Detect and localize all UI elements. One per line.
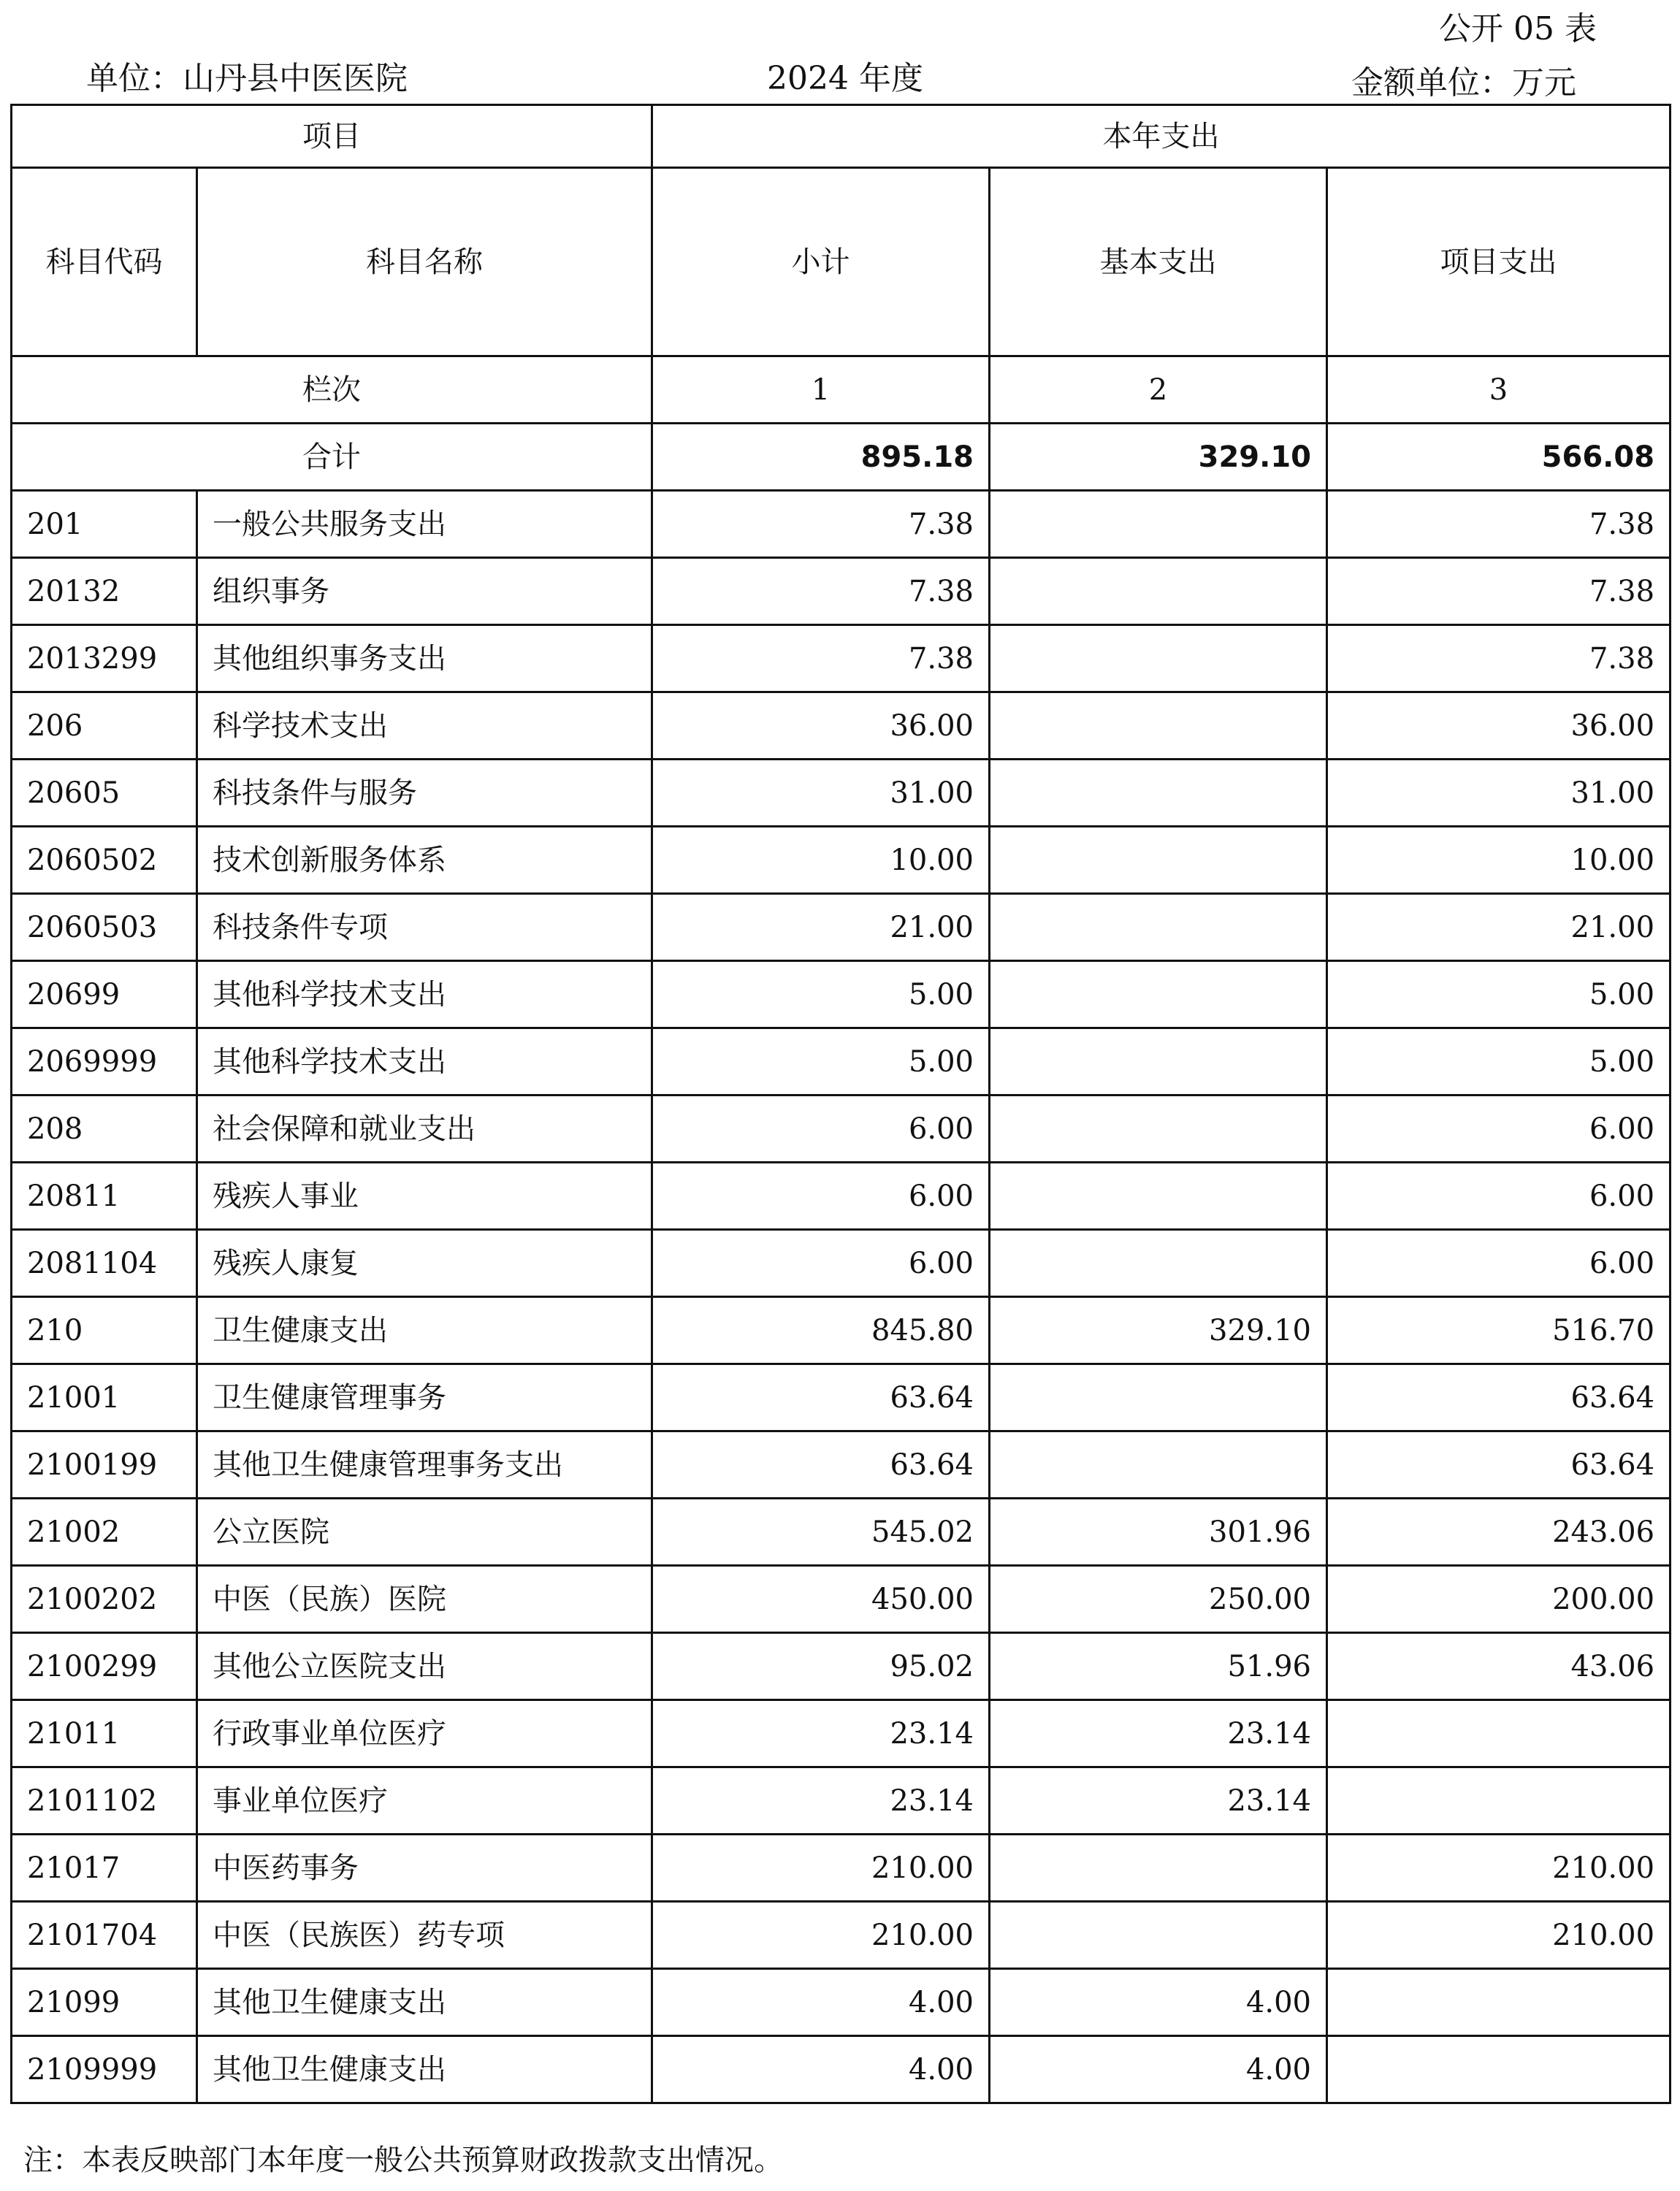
row-project bbox=[1327, 1969, 1671, 2036]
table-row bbox=[12, 1566, 1671, 1633]
row-basic: 250.00 bbox=[990, 1566, 1327, 1633]
row-code: 2081104 bbox=[12, 1230, 197, 1297]
row-project: 6.00 bbox=[1327, 1230, 1671, 1297]
row-name: 残疾人事业 bbox=[197, 1163, 652, 1230]
table-row bbox=[12, 1633, 1671, 1700]
row-basic bbox=[990, 827, 1327, 894]
row-name: 科技条件专项 bbox=[197, 894, 652, 961]
row-project: 36.00 bbox=[1327, 692, 1671, 760]
row-basic bbox=[990, 1364, 1327, 1431]
row-name: 科学技术支出 bbox=[197, 692, 652, 760]
row-name: 社会保障和就业支出 bbox=[197, 1096, 652, 1163]
row-basic bbox=[990, 894, 1327, 961]
row-name: 其他科学技术支出 bbox=[197, 961, 652, 1028]
row-subtotal: 23.14 bbox=[652, 1700, 990, 1767]
row-subtotal: 5.00 bbox=[652, 1028, 990, 1096]
row-code: 20811 bbox=[12, 1163, 197, 1230]
row-subtotal: 63.64 bbox=[652, 1431, 990, 1499]
table-row bbox=[12, 558, 1671, 625]
row-basic bbox=[990, 1163, 1327, 1230]
row-project: 210.00 bbox=[1327, 1835, 1671, 1902]
row-subtotal: 5.00 bbox=[652, 961, 990, 1028]
row-code: 21099 bbox=[12, 1969, 197, 2036]
row-project: 5.00 bbox=[1327, 961, 1671, 1028]
row-basic bbox=[990, 1902, 1327, 1969]
table-row bbox=[12, 1028, 1671, 1096]
row-name: 其他卫生健康支出 bbox=[197, 1969, 652, 2036]
row-name: 卫生健康管理事务 bbox=[197, 1364, 652, 1431]
row-basic bbox=[990, 1230, 1327, 1297]
table-row bbox=[12, 1431, 1671, 1499]
index-row bbox=[12, 356, 1671, 424]
row-name: 其他组织事务支出 bbox=[197, 625, 652, 692]
row-project: 6.00 bbox=[1327, 1096, 1671, 1163]
row-basic: 4.00 bbox=[990, 1969, 1327, 2036]
table-row bbox=[12, 1230, 1671, 1297]
table-row bbox=[12, 1499, 1671, 1566]
row-name: 组织事务 bbox=[197, 558, 652, 625]
row-code: 21011 bbox=[12, 1700, 197, 1767]
table-number: 公开 05 表 bbox=[1439, 10, 1597, 47]
table-row bbox=[12, 491, 1671, 558]
total-project: 566.08 bbox=[1327, 424, 1671, 491]
row-subtotal: 6.00 bbox=[652, 1230, 990, 1297]
subtotal-header: 小计 bbox=[652, 168, 990, 356]
row-subtotal: 7.38 bbox=[652, 625, 990, 692]
row-project: 516.70 bbox=[1327, 1297, 1671, 1364]
row-project: 63.64 bbox=[1327, 1431, 1671, 1499]
row-basic bbox=[990, 1835, 1327, 1902]
row-name: 其他公立医院支出 bbox=[197, 1633, 652, 1700]
row-name: 事业单位医疗 bbox=[197, 1767, 652, 1835]
row-name: 一般公共服务支出 bbox=[197, 491, 652, 558]
row-name: 其他科学技术支出 bbox=[197, 1028, 652, 1096]
footnote: 注：本表反映部门本年度一般公共预算财政拨款支出情况。 bbox=[23, 2144, 783, 2177]
row-code: 2109999 bbox=[12, 2036, 197, 2103]
row-basic: 51.96 bbox=[990, 1633, 1327, 1700]
table-row bbox=[12, 625, 1671, 692]
table-row bbox=[12, 1297, 1671, 1364]
row-code: 2101102 bbox=[12, 1767, 197, 1835]
index-2: 2 bbox=[990, 356, 1327, 424]
row-basic bbox=[990, 1096, 1327, 1163]
row-code: 2100299 bbox=[12, 1633, 197, 1700]
total-basic: 329.10 bbox=[990, 424, 1327, 491]
row-name: 科技条件与服务 bbox=[197, 760, 652, 827]
row-name: 卫生健康支出 bbox=[197, 1297, 652, 1364]
row-project: 7.38 bbox=[1327, 558, 1671, 625]
row-subtotal: 21.00 bbox=[652, 894, 990, 961]
row-project bbox=[1327, 2036, 1671, 2103]
amount-unit-label: 金额单位：万元 bbox=[1351, 64, 1576, 102]
row-name: 中医（民族）医院 bbox=[197, 1566, 652, 1633]
table-row bbox=[12, 961, 1671, 1028]
row-project: 63.64 bbox=[1327, 1364, 1671, 1431]
index-3: 3 bbox=[1327, 356, 1671, 424]
row-name: 其他卫生健康管理事务支出 bbox=[197, 1431, 652, 1499]
row-code: 20132 bbox=[12, 558, 197, 625]
row-name: 公立医院 bbox=[197, 1499, 652, 1566]
row-project: 7.38 bbox=[1327, 491, 1671, 558]
row-code: 201 bbox=[12, 491, 197, 558]
row-basic: 301.96 bbox=[990, 1499, 1327, 1566]
row-subtotal: 210.00 bbox=[652, 1835, 990, 1902]
row-subtotal: 7.38 bbox=[652, 558, 990, 625]
table-row bbox=[12, 2036, 1671, 2103]
row-code: 2101704 bbox=[12, 1902, 197, 1969]
row-subtotal: 36.00 bbox=[652, 692, 990, 760]
project-header: 项目支出 bbox=[1327, 168, 1671, 356]
row-name: 中医（民族医）药专项 bbox=[197, 1902, 652, 1969]
row-name: 中医药事务 bbox=[197, 1835, 652, 1902]
table-row bbox=[12, 827, 1671, 894]
row-basic bbox=[990, 760, 1327, 827]
table-row bbox=[12, 1163, 1671, 1230]
table-row bbox=[12, 1969, 1671, 2036]
table-row bbox=[12, 692, 1671, 760]
row-project: 243.06 bbox=[1327, 1499, 1671, 1566]
row-project bbox=[1327, 1767, 1671, 1835]
row-code: 210 bbox=[12, 1297, 197, 1364]
row-name: 残疾人康复 bbox=[197, 1230, 652, 1297]
row-name: 其他卫生健康支出 bbox=[197, 2036, 652, 2103]
row-code: 21002 bbox=[12, 1499, 197, 1566]
row-code: 21001 bbox=[12, 1364, 197, 1431]
row-basic: 329.10 bbox=[990, 1297, 1327, 1364]
row-project: 7.38 bbox=[1327, 625, 1671, 692]
table-row bbox=[12, 1364, 1671, 1431]
fiscal-year: 2024 年度 bbox=[767, 60, 923, 97]
row-subtotal: 845.80 bbox=[652, 1297, 990, 1364]
row-project: 210.00 bbox=[1327, 1902, 1671, 1969]
table-row bbox=[12, 894, 1671, 961]
row-subtotal: 7.38 bbox=[652, 491, 990, 558]
row-code: 208 bbox=[12, 1096, 197, 1163]
total-row bbox=[12, 424, 1671, 491]
current-expense-header: 本年支出 bbox=[652, 105, 1671, 168]
row-subtotal: 63.64 bbox=[652, 1364, 990, 1431]
row-project: 31.00 bbox=[1327, 760, 1671, 827]
table-row bbox=[12, 1835, 1671, 1902]
row-subtotal: 545.02 bbox=[652, 1499, 990, 1566]
row-code: 20699 bbox=[12, 961, 197, 1028]
row-code: 21017 bbox=[12, 1835, 197, 1902]
row-subtotal: 450.00 bbox=[652, 1566, 990, 1633]
row-subtotal: 23.14 bbox=[652, 1767, 990, 1835]
row-code: 2069999 bbox=[12, 1028, 197, 1096]
row-subtotal: 31.00 bbox=[652, 760, 990, 827]
header-row-1 bbox=[12, 105, 1671, 168]
expense-table bbox=[10, 104, 1671, 2104]
code-header: 科目代码 bbox=[12, 168, 197, 356]
row-project: 6.00 bbox=[1327, 1163, 1671, 1230]
row-subtotal: 210.00 bbox=[652, 1902, 990, 1969]
table-row bbox=[12, 1767, 1671, 1835]
basic-header: 基本支出 bbox=[990, 168, 1327, 356]
index-label: 栏次 bbox=[12, 356, 652, 424]
row-subtotal: 95.02 bbox=[652, 1633, 990, 1700]
table-row bbox=[12, 1902, 1671, 1969]
row-basic bbox=[990, 1028, 1327, 1096]
row-subtotal: 4.00 bbox=[652, 2036, 990, 2103]
row-code: 2013299 bbox=[12, 625, 197, 692]
row-basic: 23.14 bbox=[990, 1767, 1327, 1835]
row-code: 2060502 bbox=[12, 827, 197, 894]
row-project: 10.00 bbox=[1327, 827, 1671, 894]
row-basic bbox=[990, 1431, 1327, 1499]
total-label: 合计 bbox=[12, 424, 652, 491]
row-project: 200.00 bbox=[1327, 1566, 1671, 1633]
item-header: 项目 bbox=[12, 105, 652, 168]
table-row bbox=[12, 1700, 1671, 1767]
row-project: 5.00 bbox=[1327, 1028, 1671, 1096]
row-subtotal: 6.00 bbox=[652, 1096, 990, 1163]
row-basic bbox=[990, 692, 1327, 760]
row-name: 技术创新服务体系 bbox=[197, 827, 652, 894]
row-basic bbox=[990, 558, 1327, 625]
row-subtotal: 6.00 bbox=[652, 1163, 990, 1230]
index-1: 1 bbox=[652, 356, 990, 424]
row-code: 20605 bbox=[12, 760, 197, 827]
row-code: 2100199 bbox=[12, 1431, 197, 1499]
row-project: 21.00 bbox=[1327, 894, 1671, 961]
total-subtotal: 895.18 bbox=[652, 424, 990, 491]
row-code: 2100202 bbox=[12, 1566, 197, 1633]
row-basic: 23.14 bbox=[990, 1700, 1327, 1767]
table-row bbox=[12, 760, 1671, 827]
header-row-2 bbox=[12, 168, 1671, 356]
row-subtotal: 10.00 bbox=[652, 827, 990, 894]
row-project: 43.06 bbox=[1327, 1633, 1671, 1700]
unit-label: 单位：山丹县中医医院 bbox=[86, 60, 408, 97]
row-name: 行政事业单位医疗 bbox=[197, 1700, 652, 1767]
row-code: 206 bbox=[12, 692, 197, 760]
name-header: 科目名称 bbox=[197, 168, 652, 356]
row-basic bbox=[990, 625, 1327, 692]
row-basic bbox=[990, 961, 1327, 1028]
table-row bbox=[12, 1096, 1671, 1163]
row-basic bbox=[990, 491, 1327, 558]
row-code: 2060503 bbox=[12, 894, 197, 961]
row-subtotal: 4.00 bbox=[652, 1969, 990, 2036]
row-basic: 4.00 bbox=[990, 2036, 1327, 2103]
row-project bbox=[1327, 1700, 1671, 1767]
